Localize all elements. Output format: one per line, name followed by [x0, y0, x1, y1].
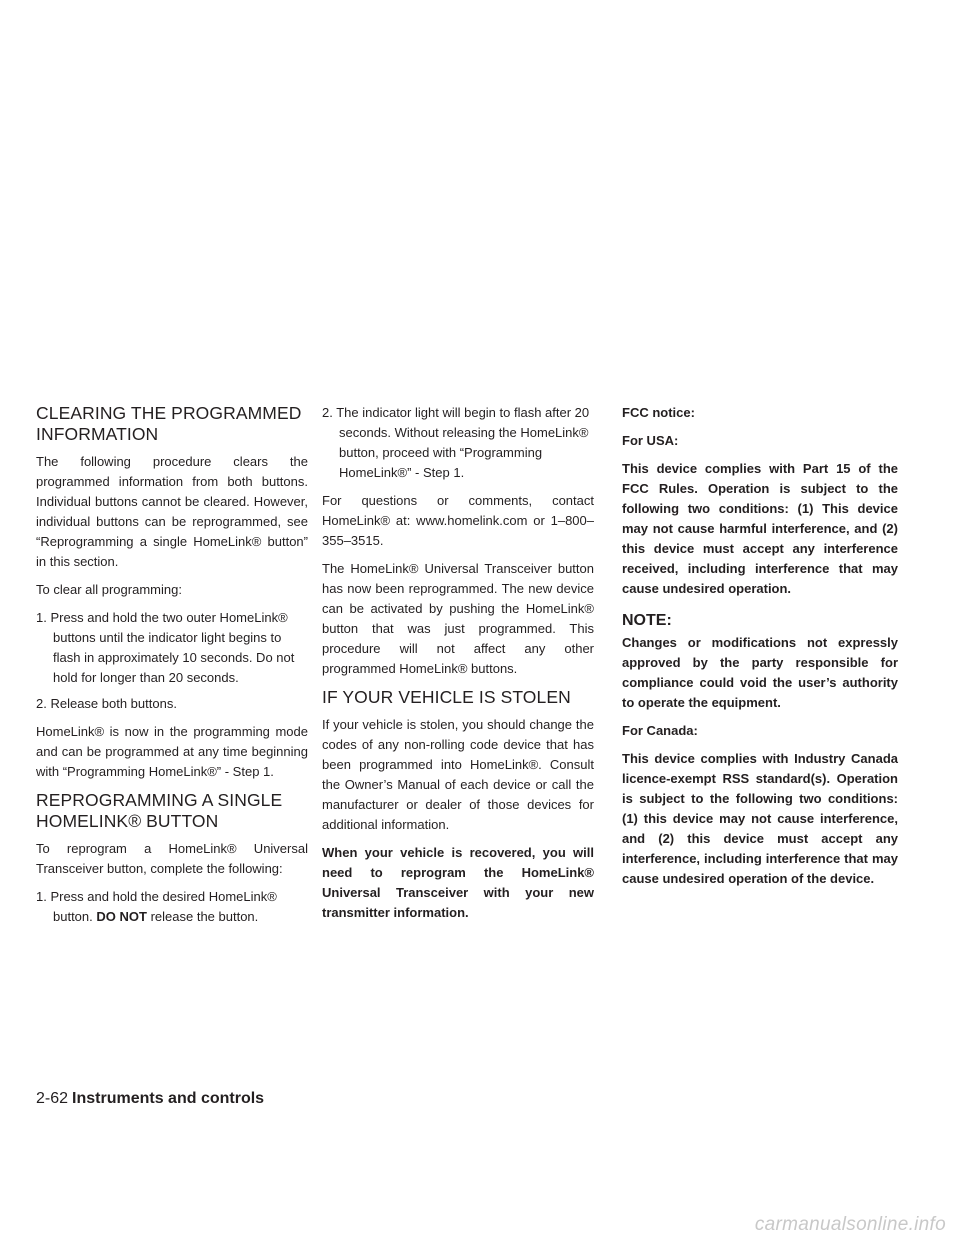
- note-text: Changes or modifications not expressly approved by the party responsible for compliance could void the user’s authority to operate the equipment.: [622, 635, 898, 710]
- stolen-para: If your vehicle is stolen, you should change the codes of any non-rolling code device that has been programmed into HomeLink®. Consult the Owner’s Manual of each device or call the manufacturer or dealer of those devices for additional information.: [322, 717, 594, 832]
- step1-warning: DO NOT: [96, 909, 147, 924]
- usa-title: For USA:: [622, 433, 679, 448]
- reprogramming-steps: [36, 887, 308, 927]
- reprogramming-intro: To reprogram a HomeLink® Universal Transceiver button, complete the following:: [36, 841, 308, 876]
- reprogramming-step-2: 2. The indicator light will begin to flash after 20 seconds. Without releasing the HomeLink® button, proceed with “Programming HomeLink®” - Step 1.: [322, 405, 590, 480]
- step1-text: 1. Press and hold the desired HomeLink® button.: [36, 889, 277, 924]
- clearing-steps: [36, 608, 308, 714]
- column-middle: [322, 403, 594, 931]
- heading-clearing: CLEARING THE PROGRAMMED INFORMATION: [36, 403, 302, 444]
- clearing-step-1: 1. Press and hold the two outer HomeLink® buttons until the indicator light begins to flash in approximately 10 seconds. Do not hold for longer than 20 seconds.: [36, 610, 295, 685]
- clearing-intro: The following procedure clears the programmed information from both buttons. Individual buttons cannot be cleared. However, individual buttons can be reprogrammed, see “Reprogramming a single HomeLink® button” in this section.: [36, 454, 308, 569]
- clearing-step-2: 2. Release both buttons.: [36, 696, 177, 711]
- usa-text: This device complies with Part 15 of the FCC Rules. Operation is subject to the following two conditions: (1) This device may not cause harmful interference, and (2) this device must accept any interference received, including interference that may cause undesired operation.: [622, 461, 898, 596]
- clearing-lead: To clear all programming:: [36, 582, 182, 597]
- heading-reprogramming: REPROGRAMMING A SINGLE HOMELINK® BUTTON: [36, 790, 283, 831]
- heading-stolen: IF YOUR VEHICLE IS STOLEN: [322, 687, 571, 707]
- column-left: [36, 403, 308, 935]
- canada-title: For Canada:: [622, 723, 698, 738]
- reprogramming-step-1: [36, 887, 308, 927]
- page-footer: [36, 1089, 264, 1109]
- page-number: 2-62: [36, 1090, 69, 1107]
- column-right: [622, 403, 898, 897]
- watermark: carmanualsonline.info: [754, 1214, 946, 1235]
- reprogramming-steps-cont: [322, 403, 594, 483]
- clearing-after: HomeLink® is now in the programming mode and can be programmed at any time beginning with “Programming HomeLink®” - Step 1.: [36, 724, 308, 779]
- step1-tail: release the button.: [150, 909, 259, 924]
- stolen-bold: When your vehicle is recovered, you will need to reprogram the HomeLink® Universal Transceiver with your new transmitter information.: [322, 845, 594, 920]
- canada-text: This device complies with Industry Canada licence-exempt RSS standard(s). Operation is subject to the following two conditions: (1) this device may not cause interference, and (2) this device must accept any interference, including interference that may cause undesired operation of the device.: [622, 751, 898, 886]
- contact-info: For questions or comments, contact HomeLink® at: www.homelink.com or 1–800–355–3515.: [322, 493, 594, 548]
- note-title: NOTE:: [622, 612, 672, 629]
- fcc-title: FCC notice:: [622, 405, 695, 420]
- section-title: Instruments and controls: [72, 1090, 265, 1107]
- reprogrammed-info: The HomeLink® Universal Transceiver button has now been reprogrammed. The new device can be activated by pushing the HomeLink® button that was just programmed. This procedure will not affect any other programmed HomeLink® buttons.: [322, 561, 594, 676]
